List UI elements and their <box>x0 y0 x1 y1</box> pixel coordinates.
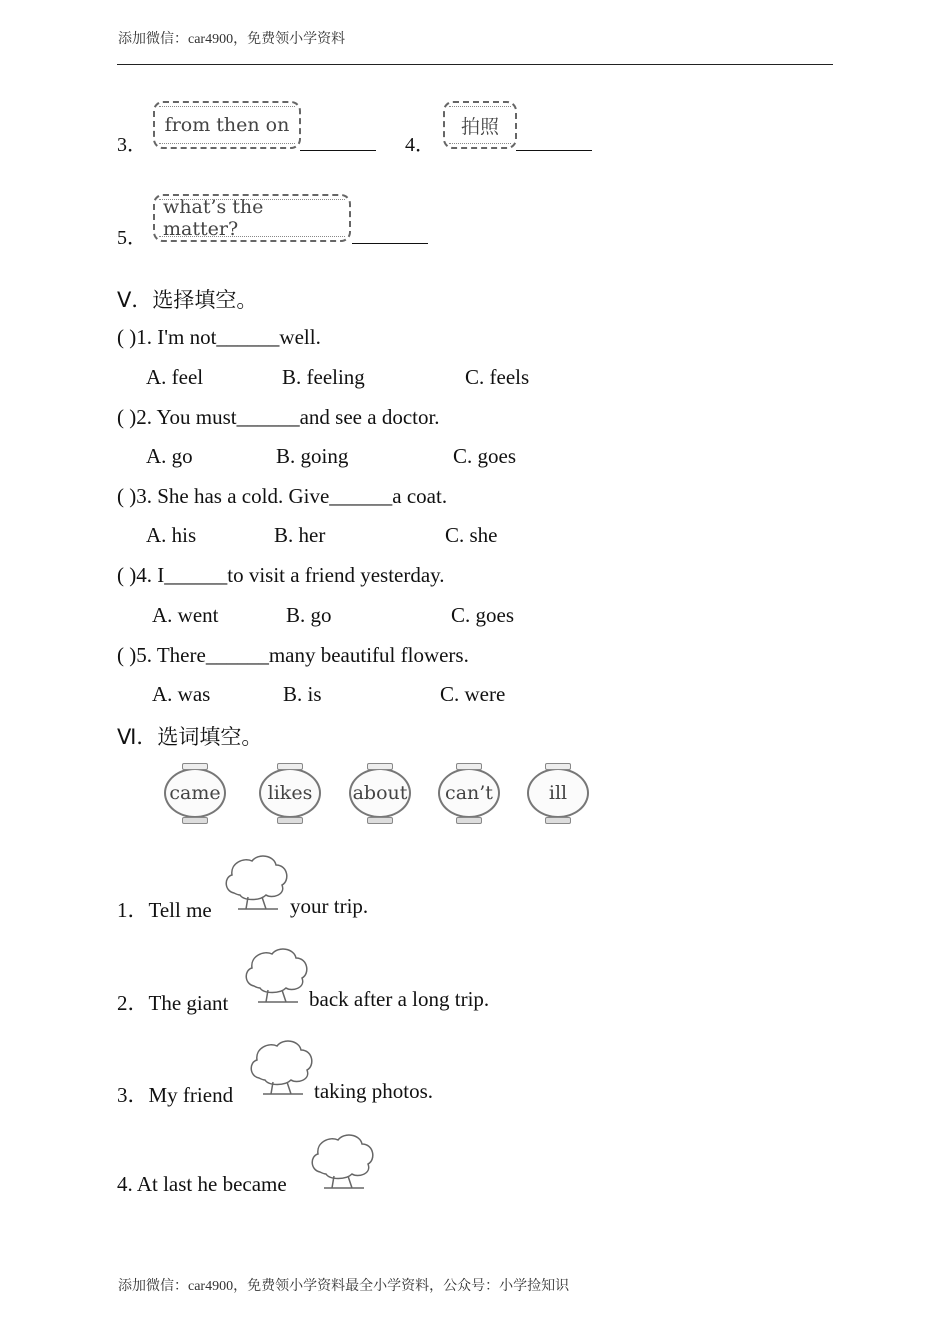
q2-option-c[interactable]: C. goes <box>453 444 516 468</box>
word-lantern-about: about <box>349 768 411 818</box>
q3-option-c[interactable]: C. she <box>445 523 498 547</box>
q3-option-b[interactable]: B. her <box>274 523 326 547</box>
section-vi-title: Ⅵ．选词填空。 <box>117 725 263 749</box>
q1-option-a[interactable]: A. feel <box>146 365 204 389</box>
q1-option-b[interactable]: B. feeling <box>282 365 365 389</box>
sentence-2-after: back after a long trip. <box>309 987 490 1011</box>
q2-option-b[interactable]: B. going <box>276 444 349 468</box>
word-lantern-likes: likes <box>259 768 321 818</box>
item-4-number: 4． <box>405 134 435 156</box>
tree-answer-slot-4[interactable] <box>308 1132 378 1192</box>
tree-answer-slot-3[interactable] <box>247 1038 317 1098</box>
q4-option-a[interactable]: A. went <box>152 603 219 627</box>
answer-blank-4[interactable] <box>516 132 592 156</box>
q2-option-a[interactable]: A. go <box>146 444 193 468</box>
sentence-4-before: 4. At last he became <box>117 1172 287 1196</box>
sentence-1-after: your trip. <box>290 894 369 918</box>
phrase-tag-5: what’s the matter? <box>153 194 351 242</box>
item-5-number: 5． <box>117 227 147 249</box>
item-3-number: 3． <box>117 134 147 156</box>
question-5: ( )5. There______many beautiful flowers. <box>117 643 469 667</box>
q5-option-c[interactable]: C. were <box>440 682 506 706</box>
q5-option-b[interactable]: B. is <box>283 682 322 706</box>
phrase-tag-3: from then on <box>153 101 301 149</box>
q5-option-a[interactable]: A. was <box>152 682 211 706</box>
q1-option-c[interactable]: C. feels <box>465 365 530 389</box>
q3-option-a[interactable]: A. his <box>146 523 197 547</box>
footer-text: 添加微信：car4900，免费领小学资料最全小学资料，公众号：小学捡知识 <box>118 1279 570 1294</box>
word-lantern-came: came <box>164 768 226 818</box>
header-divider <box>117 64 833 65</box>
sentence-3-after: taking photos. <box>314 1079 433 1103</box>
question-2: ( )2. You must______and see a doctor. <box>117 405 440 429</box>
tree-answer-slot-1[interactable] <box>222 853 292 913</box>
header-text: 添加微信：car4900，免费领小学资料 <box>118 32 346 47</box>
word-lantern-cant: can’t <box>438 768 500 818</box>
question-3: ( )3. She has a cold. Give______a coat. <box>117 484 448 508</box>
sentence-3-before: 3．My friend <box>117 1083 234 1107</box>
question-4: ( )4. I______to visit a friend yesterday. <box>117 563 445 587</box>
phrase-tag-4: 拍照 <box>443 101 517 149</box>
question-1: ( )1. I'm not______well. <box>117 325 321 349</box>
section-v-title: Ⅴ．选择填空。 <box>117 288 258 312</box>
answer-blank-5[interactable] <box>352 225 428 249</box>
q4-option-b[interactable]: B. go <box>286 603 332 627</box>
answer-blank-3[interactable] <box>300 132 376 156</box>
q4-option-c[interactable]: C. goes <box>451 603 514 627</box>
sentence-1-before: 1．Tell me <box>117 898 212 922</box>
word-lantern-ill: ill <box>527 768 589 818</box>
sentence-2-before: 2．The giant <box>117 991 229 1015</box>
tree-answer-slot-2[interactable] <box>242 946 312 1006</box>
